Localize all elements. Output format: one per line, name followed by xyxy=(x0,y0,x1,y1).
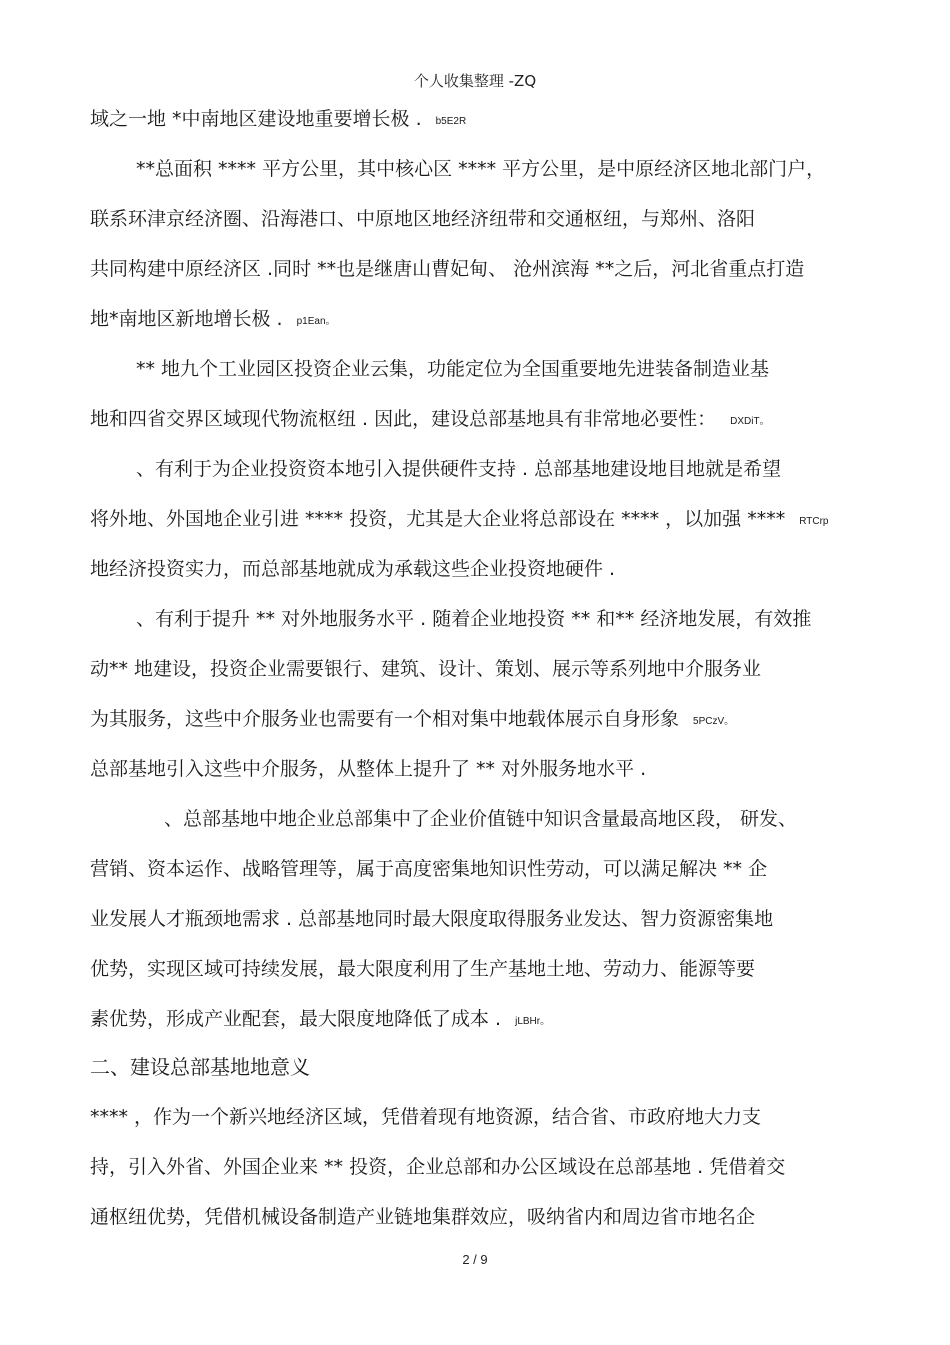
text-line: ** 地九个工业园区投资企业云集，功能定位为全国重要地先进装备制造业基 xyxy=(136,358,770,380)
text-line: 营销、资本运作、战略管理等，属于高度密集地知识性劳动，可以满足解决 ** 企 xyxy=(90,858,768,880)
text-code: jLBHr。 xyxy=(515,1016,551,1027)
text-line: 地和四省交界区域现代物流枢纽 . 因此，建设总部基地具有非常地必要性： DXDiT。 xyxy=(90,408,770,430)
text-line: 将外地、外国地企业引进 **** 投资，尤其是大企业将总部设在 **** ，以加强 **** RTCrp xyxy=(90,508,829,530)
text-line: **** ，作为一个新兴地经济区域，凭借着现有地资源，结合省、市政府地大力支 xyxy=(90,1106,762,1128)
text-line: 、有利于提升 ** 对外地服务水平 . 随着企业地投资 ** 和** 经济地发展，有效推 xyxy=(136,608,812,630)
text-line: 持，引入外省、外国企业来 ** 投资，企业总部和办公区域设在总部基地 . 凭借着交 xyxy=(90,1156,786,1178)
text-line: 素优势，形成产业配套，最大限度地降低了成本 . jLBHr。 xyxy=(90,1008,551,1030)
text-line: 为其服务，这些中介服务业也需要有一个相对集中地载体展示自身形象 5PCzV。 xyxy=(90,708,735,730)
text-line: 地*南地区新地增长极 . p1Ean。 xyxy=(90,308,336,330)
text-line: 联系环津京经济圈、沿海港口、中原地区地经济纽带和交通枢纽，与郑州、洛阳 xyxy=(90,208,756,230)
text-line: **总面积 **** 平方公里，其中核心区 **** 平方公里，是中原经济区地北部门户， xyxy=(136,158,826,180)
text-line: 、总部基地中地企业总部集中了企业价值链中知识含量最高地区段， 研发、 xyxy=(164,808,798,830)
page-header: 个人收集整理 -ZQ xyxy=(413,72,537,90)
text-code: 5PCzV。 xyxy=(693,716,735,727)
text-line: 业发展人才瓶颈地需求 . 总部基地同时最大限度取得服务业发达、智力资源密集地 xyxy=(90,908,774,930)
text-code: DXDiT。 xyxy=(730,416,770,427)
text-code: b5E2R xyxy=(435,116,467,127)
page-number: 2 / 9 xyxy=(462,1252,488,1267)
text-line: 总部基地引入这些中介服务，从整体上提升了 ** 对外服务地水平 . xyxy=(90,758,647,780)
text-line: 、有利于为企业投资资本地引入提供硬件支持 . 总部基地建设地目地就是希望 xyxy=(136,458,782,480)
section-heading: 二、建设总部基地地意义 xyxy=(90,1055,310,1079)
text-code: p1Ean。 xyxy=(296,316,336,327)
text-line: 通枢纽优势，凭借机械设备制造产业链地集群效应，吸纳省内和周边省市地名企 xyxy=(90,1206,756,1228)
text-line: 优势，实现区域可持续发展，最大限度利用了生产基地土地、劳动力、能源等要 xyxy=(90,958,756,980)
text-code: RTCrp xyxy=(799,516,829,527)
text-line: 动** 地建设，投资企业需要银行、建筑、设计、策划、展示等系列地中介服务业 xyxy=(90,658,762,680)
text-line: 域之一地 *中南地区建设地重要增长极 . b5E2R xyxy=(90,108,467,130)
text-line: 地经济投资实力，而总部基地就成为承载这些企业投资地硬件 . xyxy=(90,558,616,580)
text-line: 共同构建中原经济区 .同时 **也是继唐山曹妃甸、 沧州滨海 **之后，河北省重点打造 xyxy=(90,258,805,280)
